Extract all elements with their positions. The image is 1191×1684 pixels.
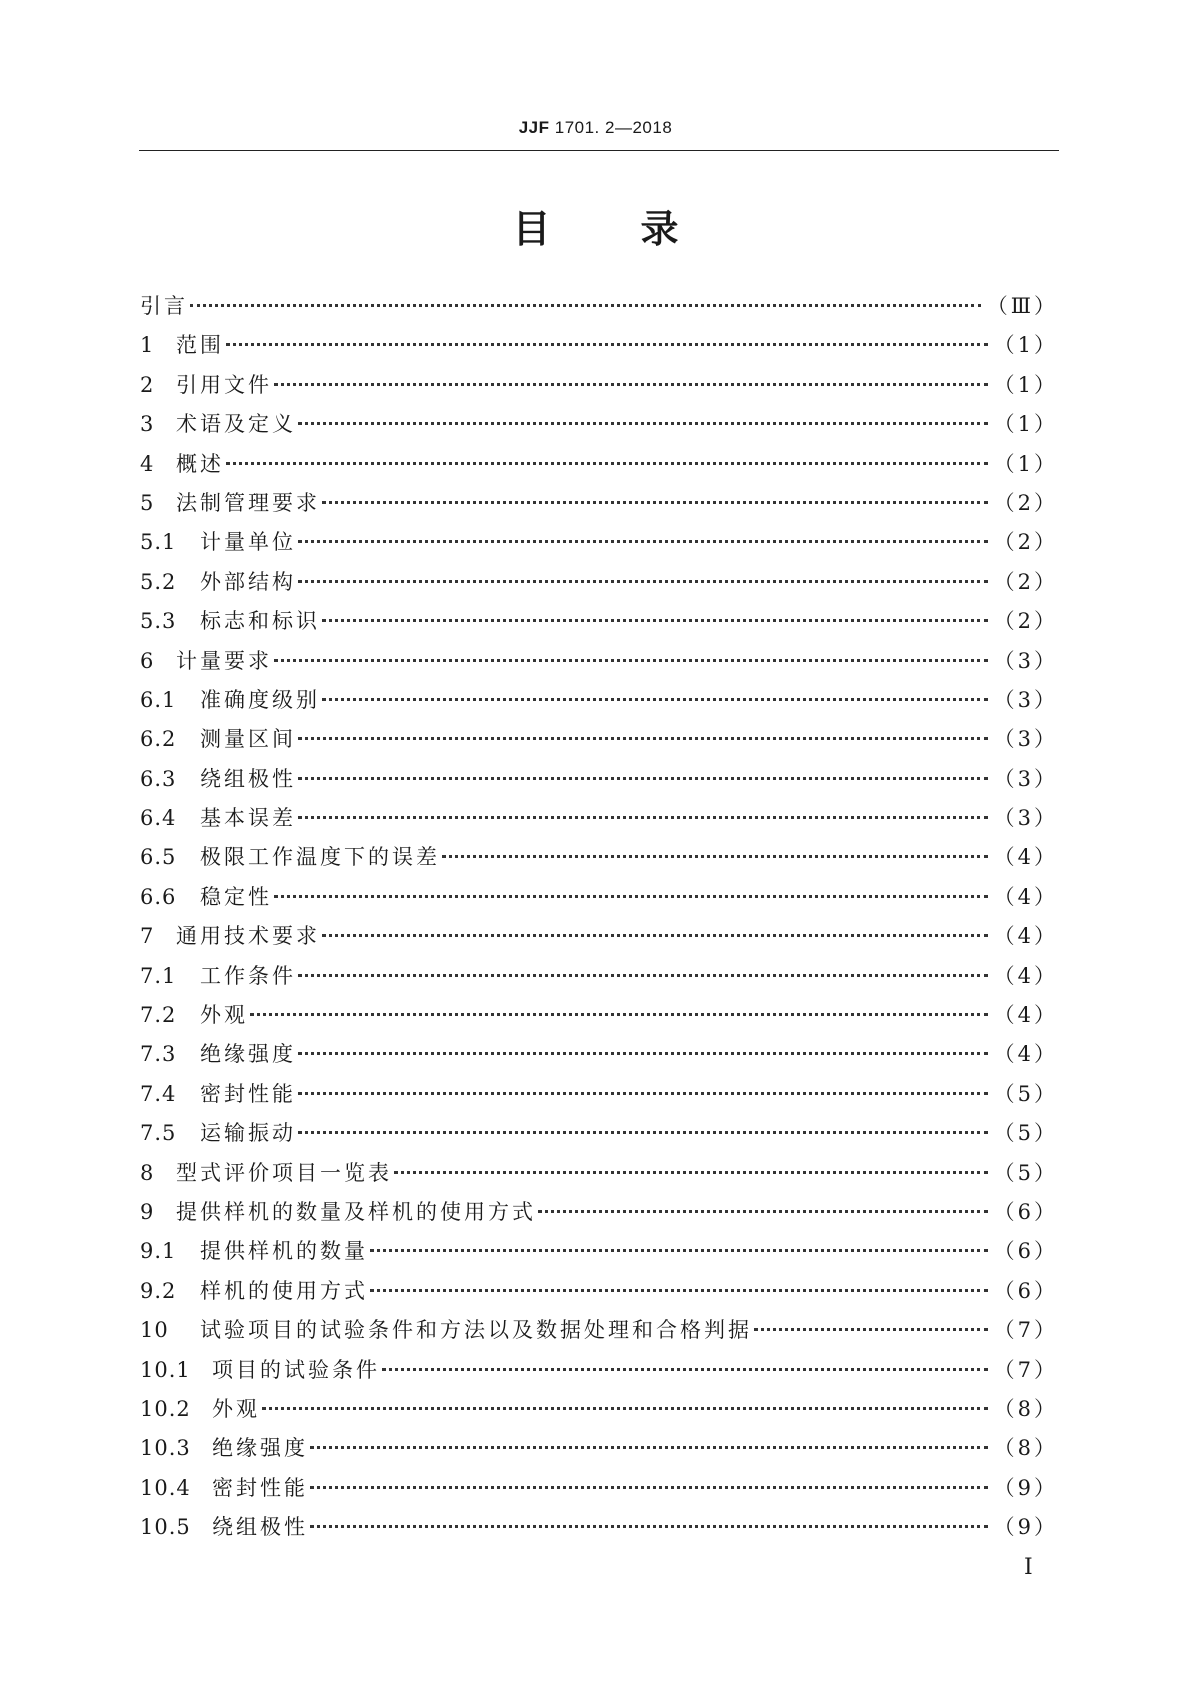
toc-entry-number: 10.4 bbox=[140, 1475, 191, 1500]
toc-entry-page: （3） bbox=[993, 648, 1058, 673]
toc-entry-page: （6） bbox=[993, 1199, 1058, 1224]
toc-entry-label: 项目的试验条件 bbox=[212, 1357, 380, 1382]
toc-entry[interactable] bbox=[140, 1469, 1058, 1508]
toc-entry-page: （3） bbox=[993, 687, 1058, 712]
toc-entry-number: 8 bbox=[140, 1160, 155, 1185]
toc-entry-number: 7.2 bbox=[140, 1003, 177, 1028]
toc-entry-number: 6.1 bbox=[140, 687, 177, 712]
toc-dot-leader bbox=[310, 1440, 988, 1449]
toc-entry-page: （4） bbox=[993, 963, 1058, 988]
toc-entry-number: 6 bbox=[140, 648, 155, 673]
toc-entry-label: 提供样机的数量 bbox=[200, 1239, 368, 1264]
toc-dot-leader bbox=[370, 1283, 988, 1292]
toc-entry[interactable] bbox=[140, 1035, 1058, 1074]
toc-entry[interactable] bbox=[140, 602, 1058, 641]
toc-entry-label: 样机的使用方式 bbox=[200, 1278, 368, 1303]
toc-entry-label: 提供样机的数量及样机的使用方式 bbox=[176, 1199, 536, 1224]
toc-entry-number: 10.5 bbox=[140, 1515, 191, 1540]
document-code-prefix: JJF bbox=[518, 118, 550, 137]
toc-entry-number: 10.2 bbox=[140, 1396, 191, 1421]
toc-entry-number: 6.3 bbox=[140, 766, 177, 791]
page-title bbox=[0, 206, 1191, 252]
toc-dot-leader bbox=[442, 849, 988, 858]
toc-dot-leader bbox=[226, 337, 988, 346]
toc-entry-label: 外观 bbox=[212, 1396, 260, 1421]
toc-entry-label: 引言 bbox=[140, 294, 188, 318]
toc-entry-page: （Ⅲ） bbox=[986, 294, 1058, 318]
toc-entry[interactable] bbox=[140, 523, 1058, 562]
toc-entry-page: （6） bbox=[993, 1278, 1058, 1303]
toc-dot-leader bbox=[190, 298, 981, 307]
toc-entry-number: 6.2 bbox=[140, 727, 177, 752]
toc-dot-leader bbox=[322, 613, 988, 622]
toc-dot-leader bbox=[538, 1204, 988, 1213]
toc-entry-number: 6.5 bbox=[140, 845, 177, 870]
toc-entry-number: 10.1 bbox=[140, 1357, 191, 1382]
toc-entry-number: 9.1 bbox=[140, 1239, 177, 1264]
toc-entry-label: 准确度级别 bbox=[200, 687, 320, 712]
toc-entry-label: 概述 bbox=[176, 451, 224, 476]
toc-dot-leader bbox=[298, 416, 988, 425]
toc-entry[interactable] bbox=[140, 287, 1058, 326]
toc-entry-page: （2） bbox=[993, 490, 1058, 515]
toc-entry-label: 法制管理要求 bbox=[176, 490, 320, 515]
toc-entry-page: （6） bbox=[993, 1239, 1058, 1264]
toc-entry-label: 试验项目的试验条件和方法以及数据处理和合格判据 bbox=[200, 1318, 752, 1343]
header-rule bbox=[139, 150, 1059, 151]
toc-entry-label: 绝缘强度 bbox=[212, 1436, 308, 1461]
toc-entry[interactable] bbox=[140, 1272, 1058, 1311]
toc-entry-page: （5） bbox=[993, 1160, 1058, 1185]
toc-entry-number: 10 bbox=[140, 1318, 169, 1343]
toc-entry-page: （8） bbox=[993, 1396, 1058, 1421]
toc-entry-number: 6.6 bbox=[140, 884, 177, 909]
toc-entry-page: （4） bbox=[993, 1003, 1058, 1028]
toc-dot-leader bbox=[298, 1125, 988, 1134]
toc-entry-number: 9.2 bbox=[140, 1278, 177, 1303]
toc-entry-label: 型式评价项目一览表 bbox=[176, 1160, 392, 1185]
toc-entry-number: 5.2 bbox=[140, 569, 177, 594]
toc-entry-label: 计量单位 bbox=[200, 530, 296, 555]
toc-entry[interactable] bbox=[140, 917, 1058, 956]
toc-entry-page: （4） bbox=[993, 845, 1058, 870]
toc-dot-leader bbox=[322, 692, 988, 701]
toc-entry-number: 7.1 bbox=[140, 963, 177, 988]
toc-entry-number: 7.4 bbox=[140, 1081, 177, 1106]
toc-dot-leader bbox=[226, 456, 988, 465]
toc-entry-number: 6.4 bbox=[140, 806, 177, 831]
toc-entry-number: 7.5 bbox=[140, 1121, 177, 1146]
toc-entry[interactable] bbox=[140, 366, 1058, 405]
toc-entry-page: （2） bbox=[993, 530, 1058, 555]
toc-entry[interactable] bbox=[140, 484, 1058, 523]
toc-entry-page: （3） bbox=[993, 727, 1058, 752]
toc-dot-leader bbox=[298, 534, 988, 543]
toc-entry[interactable] bbox=[140, 642, 1058, 681]
toc-dot-leader bbox=[370, 1243, 988, 1252]
toc-entry[interactable] bbox=[140, 1351, 1058, 1390]
toc-entry[interactable] bbox=[140, 405, 1058, 444]
toc-dot-leader bbox=[310, 1480, 988, 1489]
toc-entry-label: 基本误差 bbox=[200, 806, 296, 831]
toc-entry[interactable] bbox=[140, 1429, 1058, 1468]
toc-entry-page: （5） bbox=[993, 1121, 1058, 1146]
toc-entry[interactable] bbox=[140, 760, 1058, 799]
toc-entry-label: 通用技术要求 bbox=[176, 924, 320, 949]
toc-dot-leader bbox=[274, 653, 988, 662]
toc-entry[interactable] bbox=[140, 996, 1058, 1035]
toc-entry-page: （9） bbox=[993, 1515, 1058, 1540]
toc-dot-leader bbox=[394, 1165, 988, 1174]
toc-entry-label: 计量要求 bbox=[176, 648, 272, 673]
toc-entry-page: （1） bbox=[993, 372, 1058, 397]
title-char-2: 录 bbox=[640, 207, 679, 251]
toc-entry-label: 绕组极性 bbox=[200, 766, 296, 791]
toc-entry-page: （8） bbox=[993, 1436, 1058, 1461]
toc-entry-label: 工作条件 bbox=[200, 963, 296, 988]
toc-entry-label: 术语及定义 bbox=[176, 412, 296, 437]
toc-entry-number: 10.3 bbox=[140, 1436, 191, 1461]
toc-entry[interactable] bbox=[140, 1232, 1058, 1271]
toc-entry-page: （4） bbox=[993, 924, 1058, 949]
toc-entry-page: （7） bbox=[993, 1318, 1058, 1343]
toc-dot-leader bbox=[274, 889, 988, 898]
toc-entry-label: 范围 bbox=[176, 333, 224, 358]
toc-entry-label: 密封性能 bbox=[212, 1475, 308, 1500]
toc-dot-leader bbox=[298, 1046, 988, 1055]
toc-entry-label: 稳定性 bbox=[200, 884, 272, 909]
toc-entry-number: 5.1 bbox=[140, 530, 177, 555]
toc-dot-leader bbox=[310, 1519, 988, 1528]
toc-entry-page: （1） bbox=[993, 412, 1058, 437]
toc-entry-page: （2） bbox=[993, 609, 1058, 634]
toc-dot-leader bbox=[322, 928, 988, 937]
toc-entry-page: （4） bbox=[993, 884, 1058, 909]
toc-entry-label: 极限工作温度下的误差 bbox=[200, 845, 440, 870]
toc-entry-label: 绝缘强度 bbox=[200, 1042, 296, 1067]
toc-entry[interactable] bbox=[140, 1114, 1058, 1153]
document-code-header bbox=[0, 118, 1191, 138]
toc-entry[interactable] bbox=[140, 1075, 1058, 1114]
toc-entry-page: （1） bbox=[993, 451, 1058, 476]
toc-entry-number: 9 bbox=[140, 1199, 155, 1224]
toc-entry-label: 外观 bbox=[200, 1003, 248, 1028]
toc-entry[interactable] bbox=[140, 1311, 1058, 1350]
toc-entry-page: （1） bbox=[993, 333, 1058, 358]
toc-dot-leader bbox=[262, 1401, 988, 1410]
toc-dot-leader bbox=[754, 1322, 988, 1331]
toc-entry-number: 4 bbox=[140, 451, 155, 476]
toc-dot-leader bbox=[382, 1362, 988, 1371]
toc-entry-number: 5 bbox=[140, 490, 155, 515]
toc-entry[interactable] bbox=[140, 1193, 1058, 1232]
toc-entry-label: 引用文件 bbox=[176, 372, 272, 397]
toc-entry[interactable] bbox=[140, 1390, 1058, 1429]
toc-dot-leader bbox=[250, 1007, 988, 1016]
toc-entry-number: 7.3 bbox=[140, 1042, 177, 1067]
toc-entry[interactable] bbox=[140, 1154, 1058, 1193]
toc-dot-leader bbox=[274, 377, 988, 386]
toc-entry-page: （9） bbox=[993, 1475, 1058, 1500]
toc-entry[interactable] bbox=[140, 720, 1058, 759]
toc-entry-page: （4） bbox=[993, 1042, 1058, 1067]
page-folio: Ⅰ bbox=[1024, 1555, 1033, 1580]
toc-dot-leader bbox=[322, 495, 988, 504]
toc-entry-label: 密封性能 bbox=[200, 1081, 296, 1106]
toc-entry[interactable] bbox=[140, 957, 1058, 996]
toc-dot-leader bbox=[298, 810, 988, 819]
toc-entry-page: （5） bbox=[993, 1081, 1058, 1106]
toc-entry-number: 1 bbox=[140, 333, 155, 358]
toc-entry-page: （3） bbox=[993, 766, 1058, 791]
toc-entry[interactable] bbox=[140, 878, 1058, 917]
toc-dot-leader bbox=[298, 574, 988, 583]
toc-entry-label: 绕组极性 bbox=[212, 1515, 308, 1540]
toc-entry-number: 2 bbox=[140, 372, 155, 397]
toc-entry[interactable] bbox=[140, 681, 1058, 720]
document-code-number: 1701. 2—2018 bbox=[549, 118, 673, 137]
table-of-contents bbox=[140, 287, 1058, 1548]
toc-entry-page: （2） bbox=[993, 569, 1058, 594]
toc-dot-leader bbox=[298, 731, 988, 740]
toc-entry-number: 5.3 bbox=[140, 609, 177, 634]
toc-dot-leader bbox=[298, 771, 988, 780]
toc-entry-label: 外部结构 bbox=[200, 569, 296, 594]
toc-dot-leader bbox=[298, 1086, 988, 1095]
toc-entry[interactable] bbox=[140, 563, 1058, 602]
toc-entry[interactable] bbox=[140, 326, 1058, 365]
toc-entry-number: 7 bbox=[140, 924, 155, 949]
title-char-1: 目 bbox=[512, 207, 551, 251]
toc-entry-page: （7） bbox=[993, 1357, 1058, 1382]
toc-entry[interactable] bbox=[140, 838, 1058, 877]
toc-entry-label: 运输振动 bbox=[200, 1121, 296, 1146]
toc-entry-label: 测量区间 bbox=[200, 727, 296, 752]
toc-entry[interactable] bbox=[140, 445, 1058, 484]
toc-entry-label: 标志和标识 bbox=[200, 609, 320, 634]
toc-entry-page: （3） bbox=[993, 806, 1058, 831]
toc-entry[interactable] bbox=[140, 799, 1058, 838]
toc-dot-leader bbox=[298, 968, 988, 977]
toc-entry[interactable] bbox=[140, 1508, 1058, 1547]
toc-entry-number: 3 bbox=[140, 412, 155, 437]
